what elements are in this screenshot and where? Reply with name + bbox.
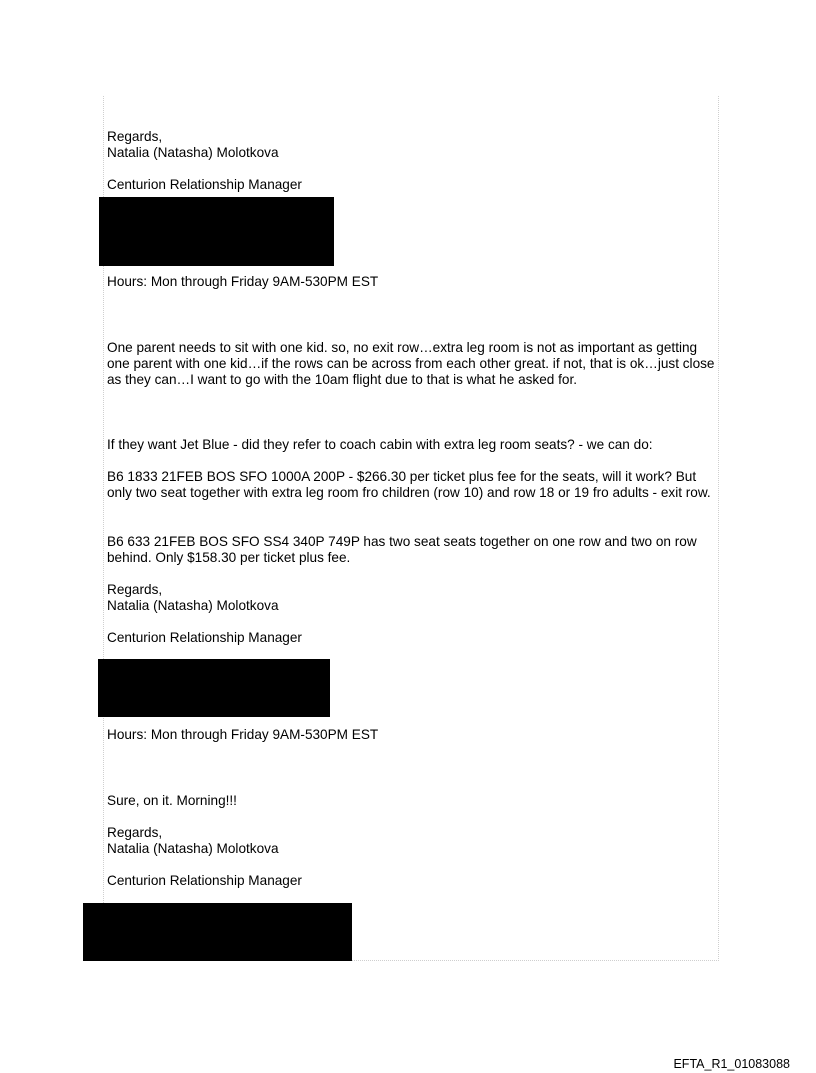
signature-title: Centurion Relationship Manager <box>107 177 302 192</box>
redaction-box <box>83 903 352 961</box>
redaction-box <box>98 659 330 717</box>
signature-hours: Hours: Mon through Friday 9AM-530PM EST <box>107 274 379 289</box>
flight-option-2: B6 633 21FEB BOS SFO SS4 340P 749P has two seat seats together on one row and two on row behind. Only $158.30 per ticket plus fee. <box>107 534 697 565</box>
document-id: EFTA_R1_01083088 <box>673 1057 790 1071</box>
signature-hours: Hours: Mon through Friday 9AM-530PM EST <box>107 727 379 742</box>
signature-title: Centurion Relationship Manager <box>107 873 302 888</box>
email-frame-right-border <box>718 96 719 961</box>
redaction-box <box>99 197 334 266</box>
signature-name: Natalia (Natasha) Molotkova <box>107 145 279 160</box>
signature-title: Centurion Relationship Manager <box>107 630 302 645</box>
signature-name: Natalia (Natasha) Molotkova <box>107 598 279 613</box>
signature-regards: Regards, <box>107 582 163 597</box>
message-intro: If they want Jet Blue - did they refer to coach cabin with extra leg room seats? - we can do: <box>107 437 653 452</box>
signature-regards: Regards, <box>107 825 163 840</box>
message-body: Sure, on it. Morning!!! <box>107 793 237 808</box>
signature-name: Natalia (Natasha) Molotkova <box>107 841 279 856</box>
flight-option-1: B6 1833 21FEB BOS SFO 1000A 200P - $266.30 per ticket plus fee for the seats, will it work? But only two seat together with extra leg room fro children (row 10) and row 18 or 19 fro adults - exit row. <box>107 469 711 500</box>
message-body: One parent needs to sit with one kid. so, no exit row…extra leg room is not as important as getting one parent with one kid…if the rows can be across from each other great. if not, that is ok…just close as they can…I want to go with the 10am flight due to that is what he asked for. <box>107 340 715 387</box>
signature-regards: Regards, <box>107 129 163 144</box>
